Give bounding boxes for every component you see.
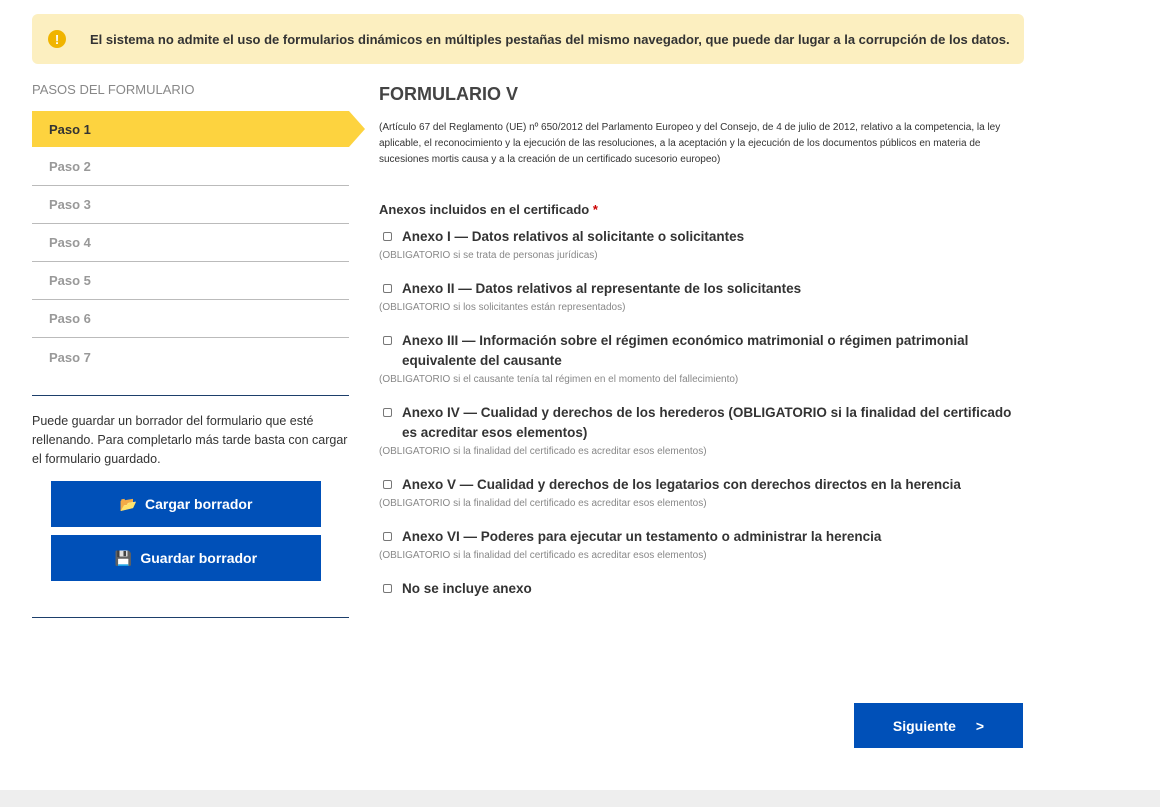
annex-label: Anexo I — Datos relativos al solicitante o solicitantes	[402, 229, 745, 244]
annex-option	[379, 579, 1024, 599]
annex-option	[379, 403, 1024, 457]
footer-bar	[0, 790, 1160, 807]
annex-option	[379, 331, 1024, 385]
next-label: Siguiente	[892, 717, 956, 734]
annex-checkbox-label[interactable]	[379, 579, 1024, 599]
draft-note: Puede guardar un borrador del formulario que esté rellenando. Para completarlo más tarde basta con cargar el formulario guardado.	[32, 414, 348, 466]
annex-option	[379, 279, 1024, 313]
form-main	[379, 84, 1024, 617]
save-draft-label: Guardar borrador	[140, 550, 258, 566]
annex-checkbox-label[interactable]	[379, 279, 1024, 299]
required-mark: *	[592, 202, 598, 217]
annex-checkbox-label[interactable]	[379, 403, 1024, 443]
annex-label: Anexo III — Información sobre el régimen económico matrimonial o régimen patrimonial equivalente del causante	[402, 333, 969, 368]
step-7[interactable]: Paso 7	[49, 349, 91, 365]
checkbox[interactable]	[383, 408, 392, 417]
checkbox[interactable]	[383, 532, 392, 541]
annex-checkbox-label[interactable]	[379, 475, 1024, 495]
annex-hint: (OBLIGATORIO si la finalidad del certificado es acreditar esos elementos)	[379, 446, 707, 457]
checkbox[interactable]	[383, 232, 392, 241]
checkbox[interactable]	[383, 480, 392, 489]
annex-label: No se incluye anexo	[402, 581, 532, 596]
annex-label: Anexo VI — Poderes para ejecutar un testamento o administrar la herencia	[402, 529, 882, 544]
intro-text: (Artículo 67 del Reglamento (UE) nº 650/2012 del Parlamento Europeo y del Consejo, de 4 de julio de 2012, relativo a la competencia, la ley aplicable, el reconocimiento y la ejecución de las resoluciones, a la aceptación y la ejecución de los documentos públicos en materia de sucesiones mortis causa y a la creación de un certificado sucesorio europeo)	[379, 122, 1001, 165]
annex-hint: (OBLIGATORIO si los solicitantes están representados)	[379, 302, 626, 313]
page-title: FORMULARIO V	[379, 84, 518, 104]
steps-title: PASOS DEL FORMULARIO	[32, 82, 195, 97]
field-label	[379, 202, 1024, 217]
checkbox[interactable]	[383, 584, 392, 593]
annex-hint: (OBLIGATORIO si la finalidad del certificado es acreditar esos elementos)	[379, 498, 707, 509]
exclamation-icon: !	[48, 30, 66, 48]
annex-label: Anexo V — Cualidad y derechos de los legatarios con derechos directos en la herencia	[402, 477, 961, 492]
sidebar	[32, 82, 349, 618]
annex-hint: (OBLIGATORIO si la finalidad del certificado es acreditar esos elementos)	[379, 550, 707, 561]
folder-open-icon: 📂	[119, 495, 138, 512]
chevron-right-icon: >	[975, 717, 985, 734]
annex-hint: (OBLIGATORIO si se trata de personas jurídicas)	[379, 250, 598, 261]
divider	[32, 617, 349, 618]
annex-label: Anexo II — Datos relativos al representante de los solicitantes	[402, 281, 802, 296]
annex-label: Anexo IV — Cualidad y derechos de los herederos (OBLIGATORIO si la finalidad del certificado es acreditar esos elementos)	[402, 405, 1012, 440]
annex-option	[379, 475, 1024, 509]
field-label-text: Anexos incluidos en el certificado	[379, 202, 590, 217]
annex-checkbox-label[interactable]	[379, 331, 1024, 371]
step-6[interactable]: Paso 6	[32, 300, 349, 338]
checkbox[interactable]	[383, 284, 392, 293]
annex-checkbox-label[interactable]	[379, 227, 1024, 247]
step-2[interactable]: Paso 2	[32, 148, 349, 186]
annex-option	[379, 527, 1024, 561]
next-button[interactable]	[854, 703, 1023, 748]
load-draft-button[interactable]	[51, 481, 321, 527]
divider	[32, 395, 349, 396]
step-3[interactable]: Paso 3	[32, 186, 349, 224]
step-1[interactable]: Paso 1	[32, 111, 349, 147]
save-draft-button[interactable]	[51, 535, 321, 581]
load-draft-label: Cargar borrador	[145, 496, 253, 512]
annex-option	[379, 227, 1024, 261]
annex-checkbox-label[interactable]	[379, 527, 1024, 547]
warning-alert	[32, 14, 1024, 64]
step-5[interactable]: Paso 5	[32, 262, 349, 300]
checkbox[interactable]	[383, 336, 392, 345]
alert-text: El sistema no admite el uso de formularios dinámicos en múltiples pestañas del mismo navegador, que puede dar lugar a la corrupción de los datos.	[90, 31, 1010, 47]
floppy-disk-icon: 💾	[114, 549, 133, 566]
step-4[interactable]: Paso 4	[32, 224, 349, 262]
annex-hint: (OBLIGATORIO si el causante tenía tal régimen en el momento del fallecimiento)	[379, 374, 739, 385]
